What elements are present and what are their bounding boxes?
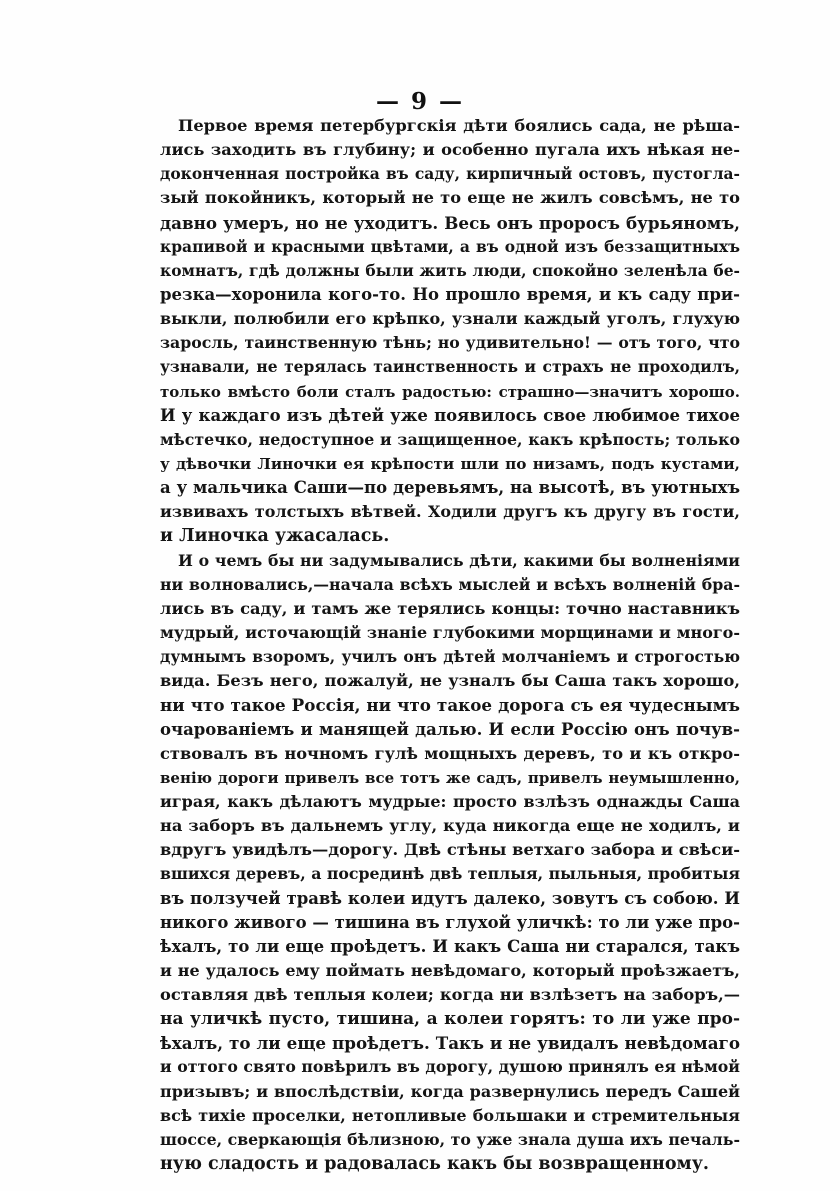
text-line: всѣ тихіе проселки, нетопливые большаки и стремительныя: [160, 1105, 740, 1125]
text-line: а у мальчика Саши—по деревьямъ, на высотѣ, въ уютныхъ: [160, 478, 740, 498]
text-line: ѣхалъ, то ли еще проѣдетъ. Такъ и не увидалъ невѣдомаго: [160, 1033, 740, 1054]
text-line: только вмѣсто боли сталъ радостью: страшно—значитъ хорошо.: [160, 382, 740, 401]
text-line: И о чемъ бы ни задумывались дѣти, какими бы волненіями: [178, 550, 740, 570]
body-text: [160, 114, 740, 1176]
text-line: выкли, полюбили его крѣпко, узнали каждый уголъ, глухую: [160, 309, 740, 329]
text-line: извивахъ толстыхъ вѣтвей. Ходили другъ къ другу въ гости,: [160, 502, 740, 522]
text-line: мудрый, источающій знаніе глубокими морщинами и много-: [160, 622, 740, 642]
text-line: и Линочка ужасалась.: [160, 526, 390, 547]
text-line: ѣхалъ, то ли еще проѣдетъ. И какъ Саша ни старался, такъ: [160, 936, 740, 956]
text-line: въ ползучей травѣ колеи идутъ далеко, зовутъ съ собою. И: [160, 888, 740, 908]
text-line: думнымъ взоромъ, училъ онъ дѣтей молчаніемъ и строгостью: [160, 647, 740, 667]
text-line: венію дороги привелъ все тотъ же садъ, привелъ неумышленно,: [160, 768, 740, 787]
text-line: ни что такое Россія, ни что такое дорога съ ея чудеснымъ: [160, 695, 740, 716]
text-line: вшихся деревъ, а посрединѣ двѣ теплыя, пыльныя, пробитыя: [160, 864, 740, 884]
text-line: вдругъ увидѣлъ—дорогу. Двѣ стѣны ветхаго забора и свѣси-: [160, 840, 740, 860]
text-line: лись въ саду, и тамъ же терялись концы: точно наставникъ: [160, 598, 740, 618]
text-line: никого живого — тишина въ глухой уличкѣ: то ли уже про-: [160, 912, 740, 932]
text-line: доконченная постройка въ саду, кирпичный остовъ, пустогла-: [160, 164, 740, 184]
text-line: и оттого свято повѣрилъ въ дорогу, душою принялъ ея нѣмой: [160, 1057, 740, 1077]
text-line: резка—хоронила кого-то. Но прошло время, и къ саду при-: [160, 284, 740, 304]
text-line: оставляя двѣ теплыя колеи; когда ни взлѣзетъ на заборъ,—: [160, 985, 740, 1005]
text-line: на заборъ въ дальнемъ углу, куда никогда еще не ходилъ, и: [160, 816, 740, 836]
text-line: у дѣвочки Линочки ея крѣпости шли по низамъ, подъ кустами,: [160, 454, 740, 473]
text-line: И у каждаго изъ дѣтей уже появилось свое любимое тихое: [160, 405, 740, 425]
text-line: вида. Безъ него, пожалуй, не узналъ бы Саша такъ хорошо,: [160, 671, 740, 691]
text-line: лись заходить въ глубину; и особенно пугала ихъ нѣкая не-: [160, 140, 740, 160]
text-line: на уличкѣ пусто, тишина, а колеи горятъ: то ли уже про-: [160, 1009, 740, 1030]
text-line: шоссе, сверкающія бѣлизною, то уже знала душа ихъ печаль-: [160, 1129, 740, 1149]
text-line: крапивой и красными цвѣтами, а въ одной изъ беззащитныхъ: [160, 236, 740, 256]
text-line: узнавали, не терялась таинственность и страхъ не проходилъ,: [160, 357, 740, 377]
text-line: ни волновались,—начала всѣхъ мыслей и всѣхъ волненій бра-: [160, 574, 740, 594]
text-line: давно умеръ, но не уходитъ. Весь онъ проросъ бурьяномъ,: [160, 212, 740, 233]
text-line: мѣстечко, недоступное и защищенное, какъ крѣпость; только: [160, 429, 740, 449]
text-line: очарованіемъ и манящей далью. И если Россію онъ почув-: [160, 719, 740, 739]
text-line: ствовалъ въ ночномъ гулѣ мощныхъ деревъ, то и къ откро-: [160, 743, 740, 763]
text-line: и не удалось ему поймать невѣдомаго, который проѣзжаетъ,: [160, 960, 740, 980]
text-line: ную сладость и радовалась какъ бы возвращенному.: [160, 1154, 710, 1175]
text-line: зый покойникъ, который не то еще не жилъ совсѣмъ, не то: [160, 188, 740, 208]
text-line: играя, какъ дѣлаютъ мудрые: просто взлѣзъ однажды Саша: [160, 791, 740, 811]
text-line: Первое время петербургскія дѣти боялись сада, не рѣша-: [178, 116, 740, 135]
text-line: комнатъ, гдѣ должны были жить люди, спокойно зеленѣла бе-: [160, 260, 740, 280]
page-number: — 9 —: [375, 88, 465, 115]
text-line: заросль, таинственную тѣнь; но удивительно! — отъ того, что: [160, 333, 740, 353]
text-line: призывъ; и впослѣдствіи, когда развернулись передъ Сашей: [160, 1081, 740, 1101]
